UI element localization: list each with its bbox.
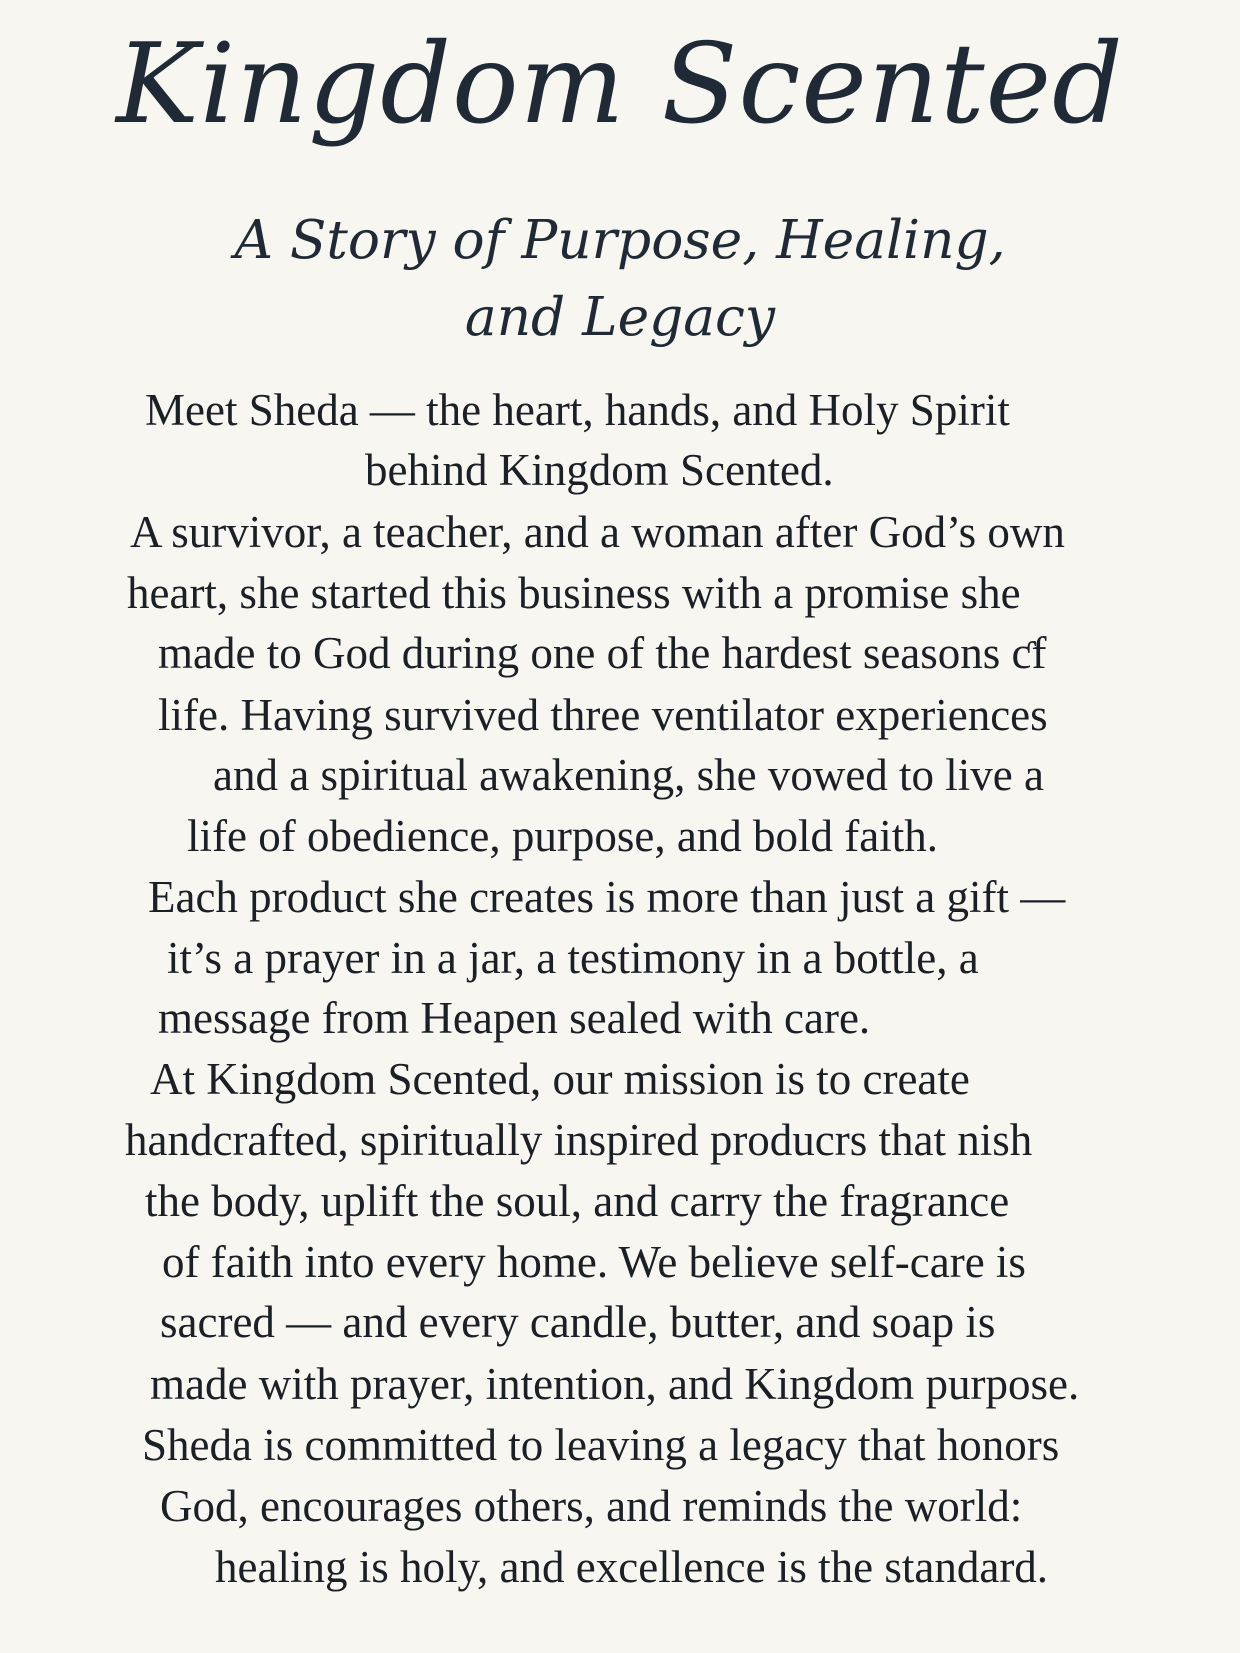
body-line: of faith into every home. We believe self-care is [162,1237,1026,1287]
body-line: healing is holy, and excellence is the standard. [215,1542,1049,1592]
body-line: made with prayer, intention, and Kingdom purpose. [150,1359,1080,1409]
body-line: it’s a prayer in a jar, a testimony in a bottle, a [167,933,979,983]
body-line: life of obedience, purpose, and bold faith. [187,811,939,861]
body-line: God, encourages others, and reminds the world: [160,1481,1023,1531]
body-line: life. Having survived three ventilator experiences [158,690,1048,740]
body-line: message from Heapen sealed with care. [158,993,871,1043]
body-line: handcrafted, spiritually inspired producrs that nish [125,1115,1033,1165]
body-line: Meet Sheda — the heart, hands, and Holy Spirit [145,385,1010,435]
body-line: Sheda is committed to leaving a legacy that honors [142,1420,1060,1470]
body-line: made to God during one of the hardest seasons ƈf [158,628,1047,678]
body-line: behind Kingdom Scented. [365,445,834,495]
body-line: Each product she creates is more than just a gift — [148,872,1066,922]
subtitle-line-2: and Legacy [464,285,776,348]
body-line: the body, uplift the soul, and carry the fragrance [145,1176,1010,1226]
body-line: A survivor, a teacher, and a woman after God’s own [130,507,1065,557]
body-line: At Kingdom Scented, our mission is to create [150,1054,970,1104]
body-line: heart, she started this business with a promise she [127,568,1021,618]
page-title: Kingdom Scented [116,20,1124,149]
body-line: sacred — and every candle, butter, and soap is [160,1297,996,1347]
body-line: and a spiritual awakening, she vowed to live a [213,750,1045,800]
subtitle-line-1: A Story of Purpose, Healing, [234,208,1006,271]
